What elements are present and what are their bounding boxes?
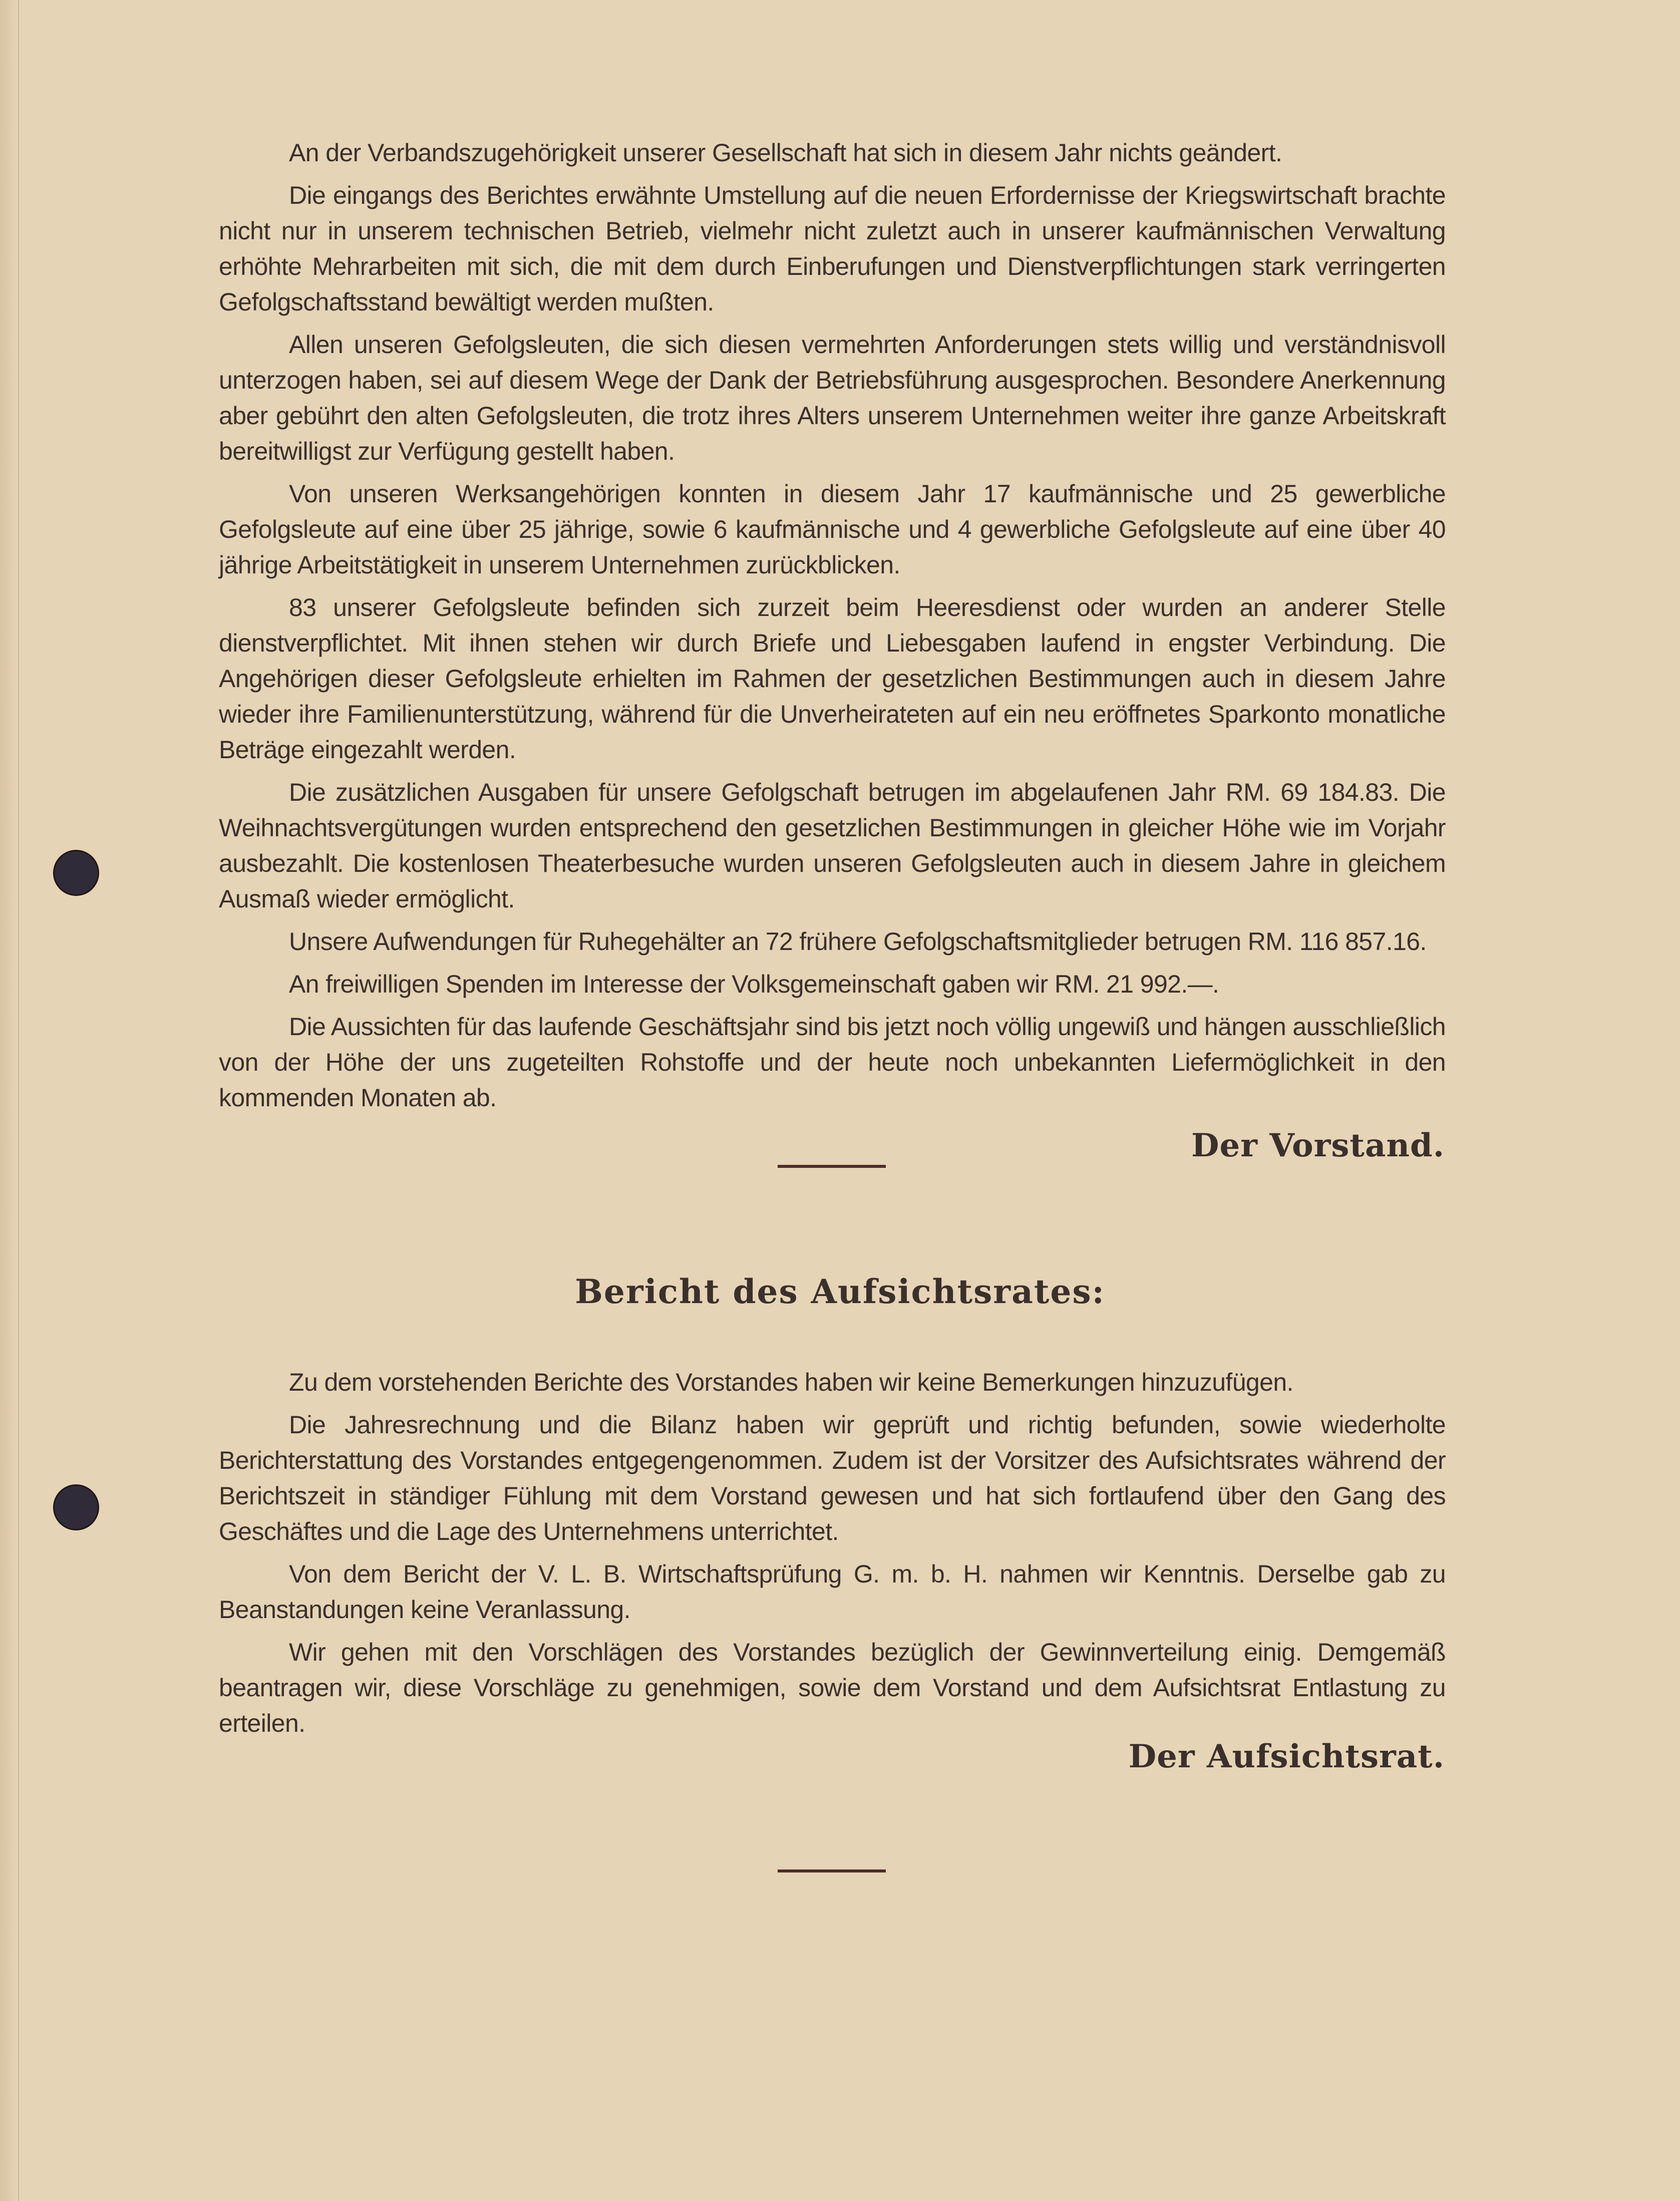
paragraph: 83 unserer Gefolgsleute befinden sich zurzeit beim Heeresdienst oder wurden an anderer Stelle dienstverpflichtet. Mit ihnen stehen wir durch Briefe und Liebesgaben laufend in engster Verbindung. Die Angehörigen dieser Gefolgsleute erhielten im Rahmen der gesetzlichen Bestimmungen auch in diesem Jahre wieder ihre Familienunterstützung, während für die Unverheirateten auf ein neu eröffnetes Sparkonto monatliche Beträge eingezahlt werden.	[219, 593, 1446, 764]
punch-hole	[53, 850, 99, 896]
paragraph: Wir gehen mit den Vorschlägen des Vorstandes bezüglich der Gewinnverteilung einig. Demgemäß beantragen wir, diese Vorschläge zu genehmigen, sowie dem Vorstand und dem Aufsichtsrat Entlastung zu erteilen.	[219, 1638, 1446, 1737]
aufsichtsrat-heading: Bericht des Aufsichtsrates:	[575, 1272, 1105, 1311]
paragraph: Die Aussichten für das laufende Geschäftsjahr sind bis jetzt noch völlig ungewiß und hängen ausschließlich von der Höhe der uns zugeteilten Rohstoffe und der heute noch unbekannten Liefermöglichkeit in den kommenden Monaten ab.	[219, 1013, 1446, 1112]
punch-hole	[53, 1484, 99, 1530]
paragraph: An der Verbandszugehörigkeit unserer Gesellschaft hat sich in diesem Jahr nichts geändert.	[289, 139, 1282, 167]
paragraph: Die zusätzlichen Ausgaben für unsere Gefolgschaft betrugen im abgelaufenen Jahr RM. 69 184.83. Die Weihnachtsvergütungen wurden entsprechend den gesetzlichen Bestimmungen in gleicher Höhe wie im Vorjahr ausbezahlt. Die kostenlosen Theaterbesuche wurden unseren Gefolgsleuten auch in diesem Jahre in gleichem Ausmaß wieder ermöglicht.	[219, 778, 1446, 913]
page-edge	[0, 0, 19, 2201]
section-divider	[778, 1869, 886, 1872]
aufsichtsrat-signature: Der Aufsichtsrat.	[1128, 1738, 1445, 1775]
paragraph: An freiwilligen Spenden im Interesse der Volksgemeinschaft gaben wir RM. 21 992.—.	[289, 970, 1219, 998]
paragraph: Die eingangs des Berichtes erwähnte Umstellung auf die neuen Erfordernisse der Kriegswirtschaft brachte nicht nur in unserem technischen Betrieb, vielmehr nicht zuletzt auch in unserer kaufmännischen Verwaltung erhöhte Mehrarbeiten mit sich, die mit dem durch Einberufungen und Dienstverpflichtungen stark verringerten Gefolgschaftsstand bewältigt werden mußten.	[219, 181, 1446, 316]
paragraph: Allen unseren Gefolgsleuten, die sich diesen vermehrten Anforderungen stets willig und verständnisvoll unterzogen haben, sei auf diesem Wege der Dank der Betriebsführung ausgesprochen. Besondere Anerkennung aber gebührt den alten Gefolgsleuten, die trotz ihres Alters unserem Unternehmen weiter ihre ganze Arbeitskraft bereitwilligst zur Verfügung gestellt haben.	[219, 331, 1446, 465]
vorstand-report	[219, 135, 1446, 1123]
paragraph: Von unseren Werksangehörigen konnten in diesem Jahr 17 kaufmännische und 25 gewerbliche Gefolgsleute auf eine über 25 jährige, sowie 6 kaufmännische und 4 gewerbliche Gefolgsleute auf eine über 40 jährige Arbeitstätigkeit in unserem Unternehmen zurückblicken.	[219, 480, 1446, 579]
paragraph: Von dem Bericht der V. L. B. Wirtschaftsprüfung G. m. b. H. nahmen wir Kenntnis. Derselbe gab zu Beanstandungen keine Veranlassung.	[219, 1560, 1446, 1624]
aufsichtsrat-report	[219, 1365, 1446, 1748]
section-divider	[778, 1165, 886, 1168]
paragraph: Die Jahresrechnung und die Bilanz haben wir geprüft und richtig befunden, sowie wiederholte Berichterstattung des Vorstandes entgegengenommen. Zudem ist der Vorsitzer des Aufsichtsrates während der Berichtszeit in ständiger Fühlung mit dem Vorstand gewesen und hat sich fortlaufend über den Gang des Geschäftes und die Lage des Unternehmens unterrichtet.	[219, 1411, 1446, 1545]
paragraph: Unsere Aufwendungen für Ruhegehälter an 72 frühere Gefolgschaftsmitglieder betrugen RM. 116 857.16.	[289, 927, 1427, 956]
vorstand-signature: Der Vorstand.	[1191, 1127, 1445, 1164]
paragraph: Zu dem vorstehenden Berichte des Vorstandes haben wir keine Bemerkungen hinzuzufügen.	[289, 1368, 1293, 1396]
